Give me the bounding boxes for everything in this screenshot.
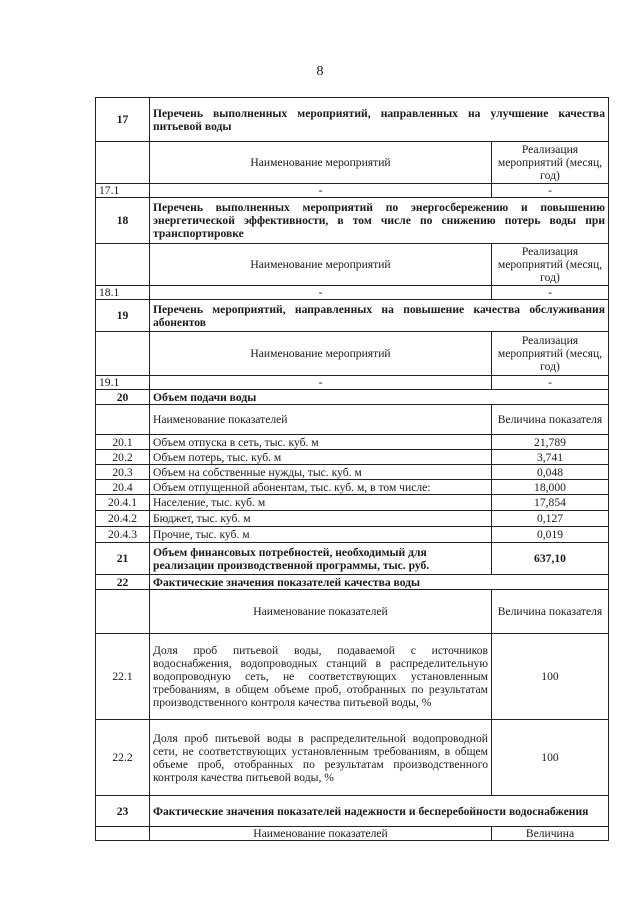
row-name: -	[150, 376, 492, 390]
column-header-value: Величина показателя	[492, 405, 609, 435]
table-row	[96, 376, 609, 390]
row-value: 18,000	[492, 480, 609, 495]
section-23-header	[96, 796, 609, 827]
row-name: -	[150, 184, 492, 198]
row-number: 22.1	[96, 634, 150, 720]
table-row	[96, 435, 609, 450]
column-header-name: Наименование показателей	[150, 827, 492, 841]
empty-cell	[96, 590, 150, 634]
table-row	[96, 634, 609, 720]
column-header-name: Наименование показателей	[150, 590, 492, 634]
section-20-columns	[96, 405, 609, 435]
section-19-header	[96, 300, 609, 332]
section-number: 23	[96, 796, 150, 827]
row-value: 17,854	[492, 495, 609, 511]
row-value: -	[492, 184, 609, 198]
empty-cell	[96, 827, 150, 841]
section-17-columns	[96, 142, 609, 184]
section-22-columns	[96, 590, 609, 634]
row-value: 3,741	[492, 450, 609, 465]
section-number: 19	[96, 300, 150, 332]
column-header-implementation: Реализация мероприятий (месяц, год)	[492, 244, 609, 286]
table-row	[96, 286, 609, 300]
table-row	[96, 527, 609, 543]
section-17-header	[96, 98, 609, 142]
row-number: 20.4.1	[96, 495, 150, 511]
row-name: Объем отпуска в сеть, тыс. куб. м	[150, 435, 492, 450]
section-21-row	[96, 543, 609, 575]
section-title: Фактические значения показателей качества воды	[150, 575, 609, 590]
table-row	[96, 480, 609, 495]
row-value: 21,789	[492, 435, 609, 450]
row-name: Объем отпущенной абонентам, тыс. куб. м, в том числе:	[150, 480, 492, 495]
section-value: 637,10	[492, 543, 609, 575]
column-header-name: Наименование мероприятий	[150, 244, 492, 286]
section-title: Объем подачи воды	[150, 390, 609, 405]
column-header-name: Наименование мероприятий	[150, 332, 492, 376]
section-number: 20	[96, 390, 150, 405]
row-value: 0,127	[492, 511, 609, 527]
row-name: Доля проб питьевой воды в распределительной водопроводной сети, не соответствующих установленным требованиям, в общем объеме проб, отобранных по результатам производственного контроля качества питьевой воды, %	[150, 720, 492, 796]
table-row	[96, 184, 609, 198]
column-header-implementation: Реализация мероприятий (месяц, год)	[492, 332, 609, 376]
row-number: 20.3	[96, 465, 150, 480]
row-value: 100	[492, 634, 609, 720]
row-name: Доля проб питьевой воды, подаваемой с источников водоснабжения, водопроводных станций в распределительную водопроводную сеть, не соответствующих установленным требованиям, в общем объеме проб, отобранных по результатам производственного контроля качества питьевой воды, %	[150, 634, 492, 720]
row-number: 20.4.2	[96, 511, 150, 527]
report-table	[95, 97, 609, 841]
section-19-columns	[96, 332, 609, 376]
row-number: 17.1	[96, 184, 150, 198]
empty-cell	[96, 405, 150, 435]
table-row	[96, 450, 609, 465]
row-value: 0,019	[492, 527, 609, 543]
row-number: 20.1	[96, 435, 150, 450]
row-number: 20.4	[96, 480, 150, 495]
column-header-value: Величина	[492, 827, 609, 841]
row-name: Прочие, тыс. куб. м	[150, 527, 492, 543]
row-name: Объем на собственные нужды, тыс. куб. м	[150, 465, 492, 480]
column-header-implementation: Реализация мероприятий (месяц, год)	[492, 142, 609, 184]
section-23-columns	[96, 827, 609, 841]
section-18-header	[96, 198, 609, 244]
column-header-value: Величина показателя	[492, 590, 609, 634]
section-number: 18	[96, 198, 150, 244]
table-row	[96, 720, 609, 796]
row-number: 20.4.3	[96, 527, 150, 543]
row-number: 22.2	[96, 720, 150, 796]
row-value: -	[492, 286, 609, 300]
empty-cell	[96, 244, 150, 286]
table-row	[96, 465, 609, 480]
section-22-header	[96, 575, 609, 590]
section-20-header	[96, 390, 609, 405]
section-number: 21	[96, 543, 150, 575]
column-header-name: Наименование мероприятий	[150, 142, 492, 184]
row-name: -	[150, 286, 492, 300]
row-number: 19.1	[96, 376, 150, 390]
row-name: Население, тыс. куб. м	[150, 495, 492, 511]
row-name: Объем потерь, тыс. куб. м	[150, 450, 492, 465]
row-number: 18.1	[96, 286, 150, 300]
row-value: 100	[492, 720, 609, 796]
row-value: 0,048	[492, 465, 609, 480]
section-title: Фактические значения показателей надежности и бесперебойности водоснабжения	[150, 796, 609, 827]
table-row	[96, 495, 609, 511]
section-18-columns	[96, 244, 609, 286]
row-name: Бюджет, тыс. куб. м	[150, 511, 492, 527]
empty-cell	[96, 142, 150, 184]
column-header-name: Наименование показателей	[150, 405, 492, 435]
table-row	[96, 511, 609, 527]
row-number: 20.2	[96, 450, 150, 465]
section-title: Перечень выполненных мероприятий по энергосбережению и повышению энергетической эффективности, в том числе по снижению потерь воды при транспортировке	[150, 198, 609, 244]
page-number: 8	[316, 64, 324, 79]
section-title: Перечень выполненных мероприятий, направленных на улучшение качества питьевой воды	[150, 98, 609, 142]
section-number: 22	[96, 575, 150, 590]
section-title: Объем финансовых потребностей, необходимый для реализации производственной программы, тыс. руб.	[150, 543, 492, 575]
row-value: -	[492, 376, 609, 390]
section-number: 17	[96, 98, 150, 142]
empty-cell	[96, 332, 150, 376]
section-title: Перечень мероприятий, направленных на повышение качества обслуживания абонентов	[150, 300, 609, 332]
